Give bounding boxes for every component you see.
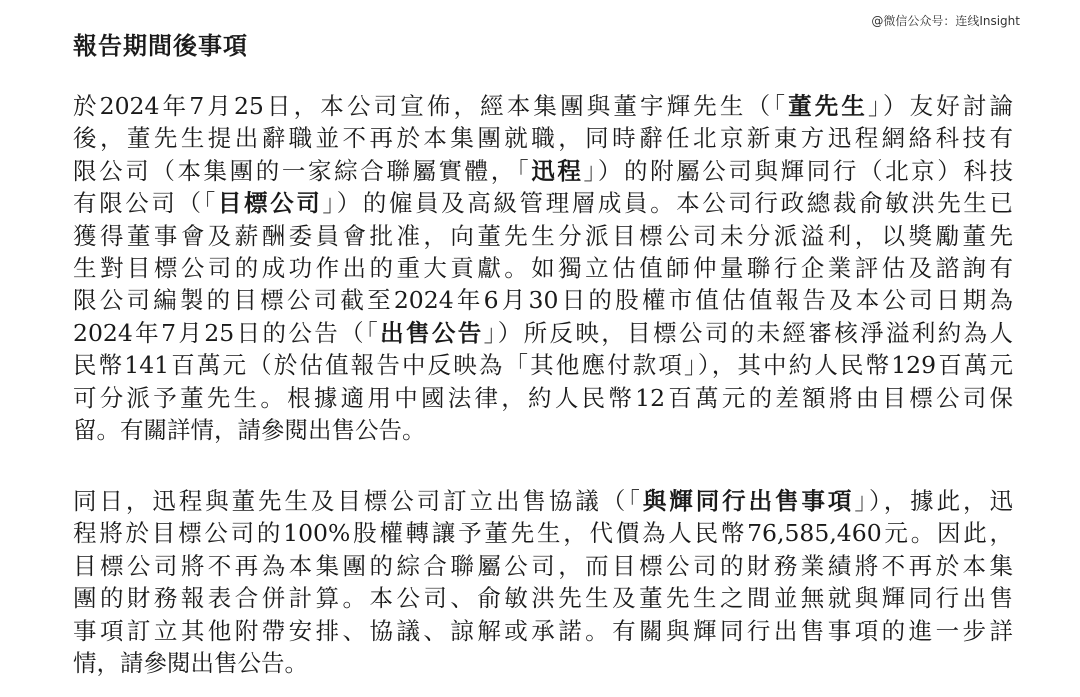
text-line [73, 155, 1013, 187]
text-segment: 事項訂立其他附帶安排、協議、諒解或承諾。有關與輝同行出售事項的進一步詳 [73, 616, 1013, 645]
text-segment: 」）的附屬公司與輝同行（北京）科技 [583, 156, 1014, 185]
defined-term: 董先生 [788, 92, 869, 120]
text-line [73, 382, 1013, 414]
text-segment: 可分派予董先生。根據適用中國法律，約人民幣12百萬元的差額將由目標公司保 [73, 383, 1013, 412]
text-line [73, 220, 1013, 252]
text-segment: 限公司編製的目標公司截至2024年6月30日的股權市值估值報告及本公司日期為 [73, 286, 1013, 315]
text-segment: 目標公司將不再為本集團的綜合聯屬公司，而目標公司的財務業績將不再於本集 [73, 551, 1013, 580]
text-line [73, 414, 1013, 446]
text-segment: 後，董先生提出辭職並不再於本集團就職，同時辭任北京新東方迅程網絡科技有 [73, 124, 1013, 153]
text-segment: 情，請參閱出售公告。 [73, 649, 308, 678]
text-segment: 」）的僱員及高級管理層成員。本公司行政總裁俞敏洪先生已 [322, 189, 1014, 218]
text-line [73, 317, 1013, 349]
text-line [73, 90, 1013, 122]
section-heading: 報告期間後事項 [73, 32, 248, 60]
text-line [73, 349, 1013, 381]
paragraph-2 [73, 485, 1013, 679]
text-line [73, 517, 1013, 549]
text-line [73, 582, 1013, 614]
text-line [73, 647, 1013, 679]
text-segment: 獲得董事會及薪酬委員會批准，向董先生分派目標公司未分派溢利，以獎勵董先 [73, 221, 1013, 250]
defined-term: 出售公告 [380, 318, 484, 347]
defined-term: 與輝同行出售事項 [642, 487, 855, 515]
text-line [73, 615, 1013, 647]
text-line [73, 550, 1013, 582]
text-line [73, 485, 1013, 517]
defined-term: 目標公司 [217, 189, 323, 218]
text-line [73, 252, 1013, 284]
text-segment: 有限公司（「 [73, 189, 218, 218]
watermark: @微信公众号：连线Insight [871, 14, 1020, 28]
text-segment: 留。有關詳情，請參閱出售公告。 [73, 416, 426, 445]
paragraph-1 [73, 90, 1013, 446]
text-line [73, 284, 1013, 316]
text-segment: 程將於目標公司的100%股權轉讓予董先生，代價為人民幣76,585,460元。因此， [73, 519, 1013, 548]
text-segment: 生對目標公司的成功作出的重大貢獻。如獨立估值師仲量聯行企業評估及諮詢有 [73, 254, 1013, 283]
text-segment: 」），據此，迅 [854, 487, 1013, 515]
text-segment: 限公司（本集團的一家綜合聯屬實體，「 [73, 156, 532, 185]
text-segment: 」）友好討論 [868, 92, 1014, 120]
text-segment: 2024年7月25日的公告（「 [73, 318, 381, 347]
text-segment: 於2024年7月25日，本公司宣佈，經本集團與董宇輝先生（「 [73, 92, 789, 120]
text-line [73, 122, 1013, 154]
text-segment: 民幣141百萬元（於估值報告中反映為「其他應付款項」），其中約人民幣129百萬元 [73, 351, 1013, 380]
text-line [73, 187, 1013, 219]
text-segment: 團的財務報表合併計算。本公司、俞敏洪先生及董先生之間並無就與輝同行出售 [73, 584, 1013, 613]
text-segment: 同日，迅程與董先生及目標公司訂立出售協議（「 [73, 487, 643, 515]
defined-term: 迅程 [531, 156, 584, 185]
text-segment: 」）所反映，目標公司的未經審核淨溢利約為人 [483, 318, 1014, 347]
